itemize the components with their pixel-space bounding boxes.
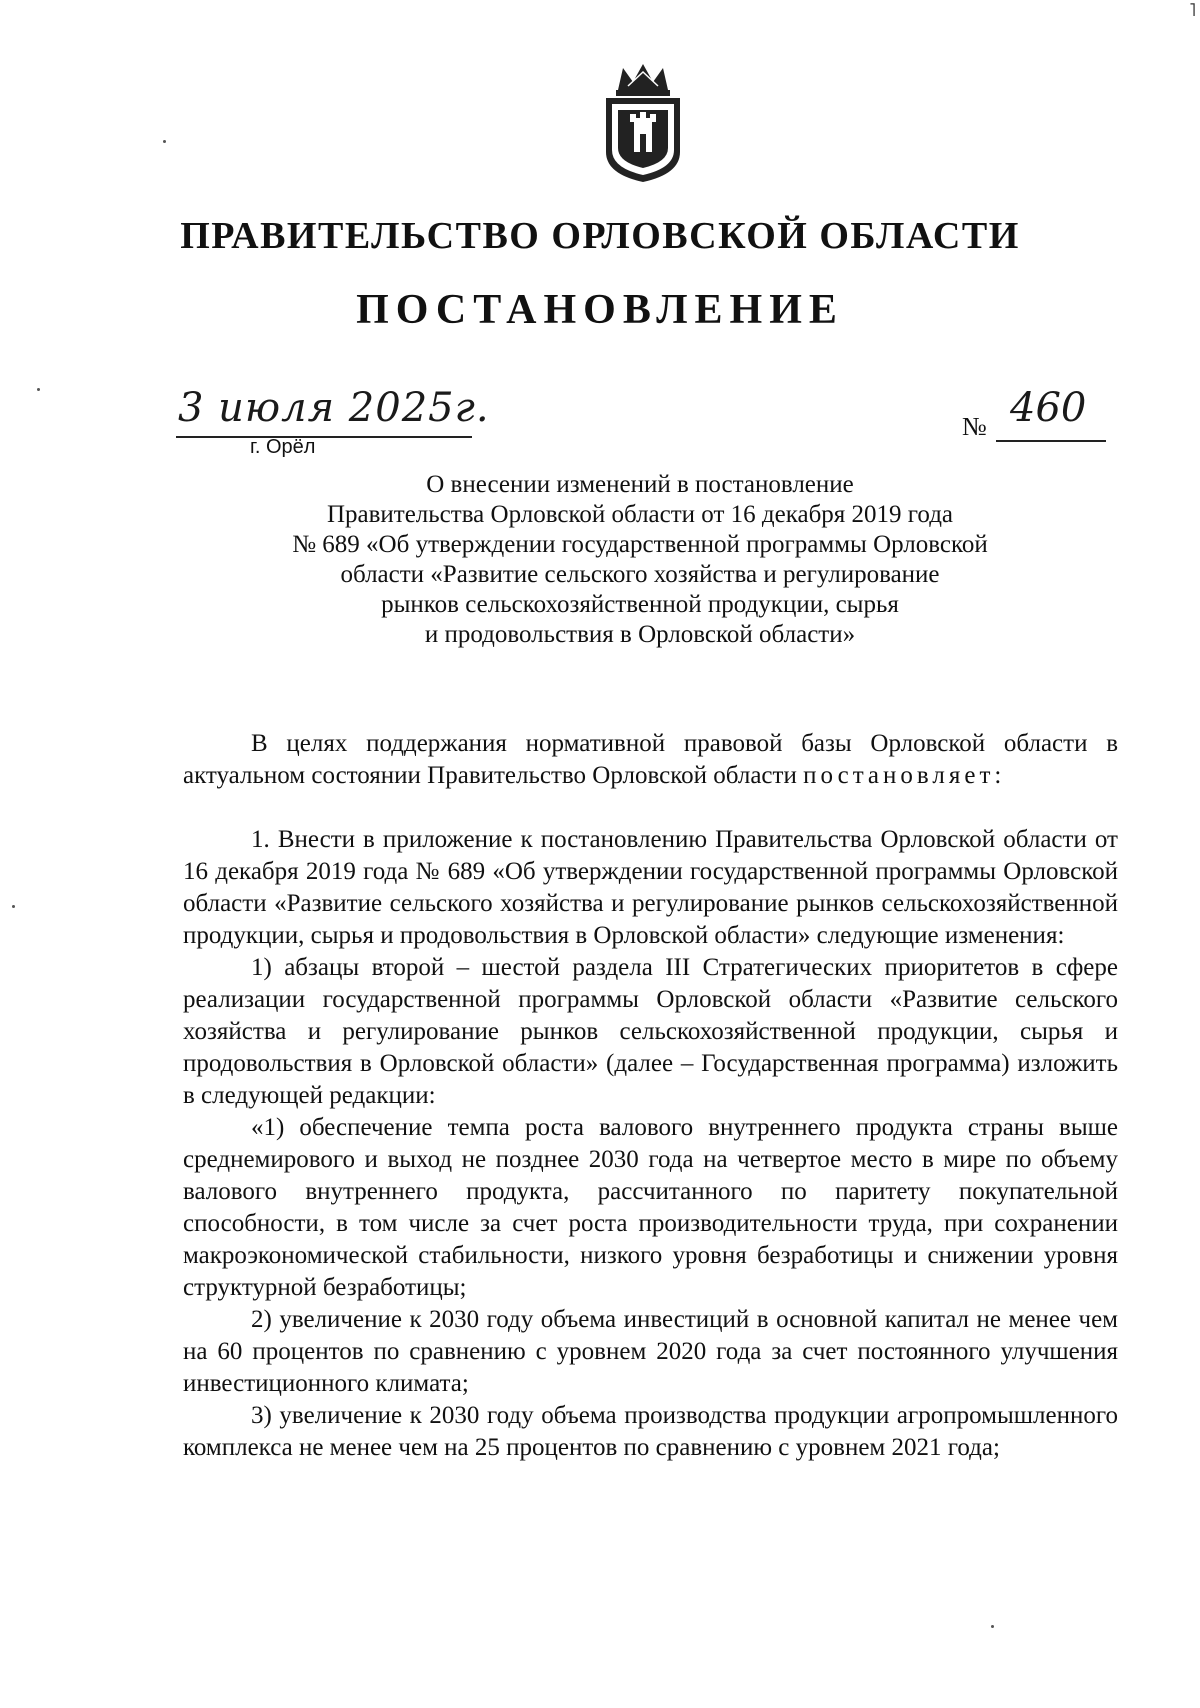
- date-underline: [176, 436, 472, 438]
- number-label: №: [962, 412, 987, 441]
- quoted-item-2: 2) увеличение к 2030 году объема инвестиций в основной капитал не менее чем на 60 процентов по сравнению с уровнем 2020 года за счет постоянного улучшения инвестиционного климата;: [183, 1306, 1118, 1397]
- scan-speck: [37, 388, 40, 391]
- government-title: ПРАВИТЕЛЬСТВО ОРЛОВСКОЙ ОБЛАСТИ: [180, 215, 1020, 257]
- document-type: ПОСТАНОВЛЕНИЕ: [356, 287, 844, 333]
- scan-speck: [12, 905, 15, 908]
- preamble-verb: постановляет:: [803, 762, 1006, 789]
- scan-speck: [991, 1625, 994, 1628]
- quoted-item-3: 3) увеличение к 2030 году объема производства продукции агропромышленного комплекса не менее чем на 25 процентов по сравнению с уровнем 2021 года;: [183, 1402, 1118, 1461]
- preamble-paragraph: [183, 728, 1118, 792]
- document-subject: О внесении изменений в постановление Правительства Орловской области от 16 декабря 2019 года № 689 «Об утверждении государственной программы Орловской области «Развитие сельского хозяйства и регулирование рынков сельскохозяйственной продукции, сырья и продовольствия в Орловской области»: [292, 471, 988, 648]
- city-label: г. Орёл: [250, 436, 316, 458]
- preamble-text: В целях поддержания нормативной правовой базы Орловской области в актуальном состоянии Правительство Орловской области: [183, 730, 1118, 789]
- quoted-item-1: «1) обеспечение темпа роста валового внутреннего продукта страны выше среднемирового и выход не позднее 2030 года на четвертое место в мире по объему валового внутреннего продукта, рассчитанного по паритету покупательной способности, в том числе за счет роста производительности труда, при сохранении макроэкономической стабильности, низкого уровня безработицы и снижении уровня структурной безработицы;: [183, 1114, 1118, 1301]
- document-body: [183, 728, 1118, 1464]
- paragraph-1-1: 1) абзацы второй – шестой раздела III Стратегических приоритетов в сфере реализации государственной программы Орловской области «Развитие сельского хозяйства и регулирование рынков сельскохозяйственной продукции, сырья и продовольствия в Орловской области» (далее – Государственная программа) изложить в следующей редакции:: [183, 954, 1118, 1109]
- handwritten-number: 460: [1010, 385, 1087, 431]
- number-underline: [996, 440, 1106, 442]
- corner-mark: ˥: [1189, 0, 1196, 20]
- handwritten-date: 3 июля 2025г.: [178, 385, 490, 431]
- coat-of-arms-icon: [598, 60, 688, 185]
- scan-speck: [163, 140, 166, 143]
- paragraph-1: 1. Внести в приложение к постановлению Правительства Орловской области от 16 декабря 2019 года № 689 «Об утверждении государственной программы Орловской области «Развитие сельского хозяйства и регулирование рынков сельскохозяйственной продукции, сырья и продовольствия в Орловской области» следующие изменения:: [183, 826, 1118, 949]
